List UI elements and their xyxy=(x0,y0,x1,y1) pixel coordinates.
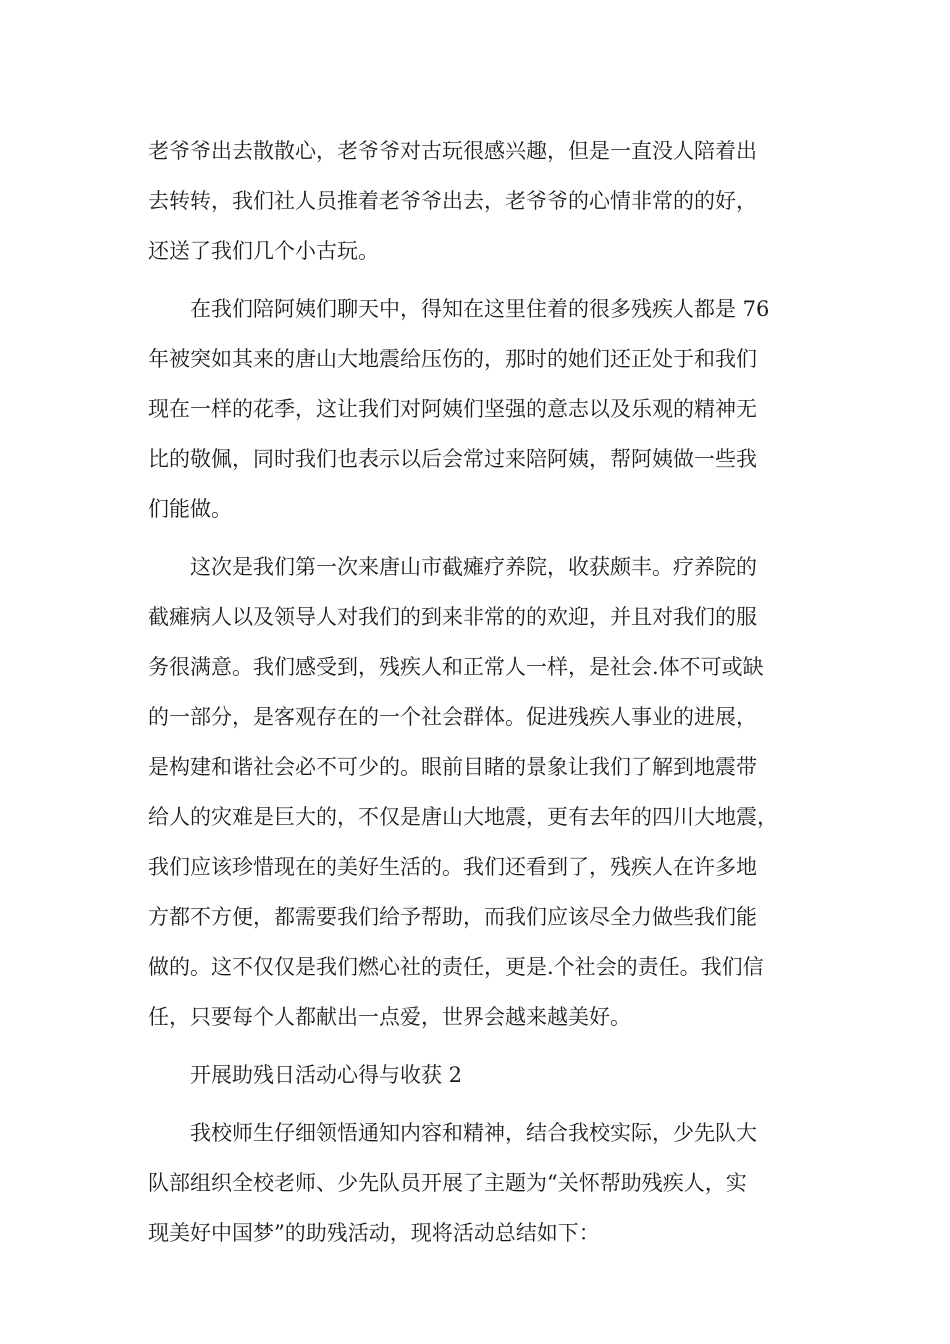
document-body xyxy=(148,126,828,1258)
section-heading xyxy=(148,1050,828,1100)
text-line: 给人的灾难是巨大的，不仅是唐山大地震，更有去年的四川大地震， xyxy=(148,805,778,829)
text-line: 老爷爷出去散散心，老爷爷对古玩很感兴趣，但是一直没人陪着出 xyxy=(148,139,757,163)
text-line: 比的敬佩，同时我们也表示以后会常过来陪阿姨，帮阿姨做一些我 xyxy=(148,447,757,471)
text-line: 务很满意。我们感受到，残疾人和正常人一样，是社会.体不可或缺 xyxy=(148,655,764,679)
heading-line: 开展助残日活动心得与收获 2 xyxy=(190,1063,463,1087)
text-line: 现美好中国梦”的助残活动，现将活动总结如下： xyxy=(148,1221,600,1245)
text-line: 截瘫病人以及领导人对我们的到来非常的的欢迎，并且对我们的服 xyxy=(148,605,757,629)
paragraph xyxy=(148,1108,828,1258)
text-line: 我们应该珍惜现在的美好生活的。我们还看到了，残疾人在许多地 xyxy=(148,855,757,879)
text-line: 任，只要每个人都献出一点爱，世界会越来越美好。 xyxy=(148,1005,631,1029)
text-line: 还送了我们几个小古玩。 xyxy=(148,239,379,263)
text-line: 我校师生仔细领悟通知内容和精神，结合我校实际，少先队大 xyxy=(190,1121,757,1145)
text-line: 现在一样的花季，这让我们对阿姨们坚强的意志以及乐观的精神无 xyxy=(148,397,757,421)
text-line: 们能做。 xyxy=(148,497,232,521)
paragraph xyxy=(148,126,828,276)
text-line: 队部组织全校老师、少先队员开展了主题为“关怀帮助残疾人，实 xyxy=(148,1171,747,1195)
text-line: 去转转，我们社人员推着老爷爷出去，老爷爷的心情非常的的好， xyxy=(148,189,757,213)
text-line: 这次是我们第一次来唐山市截瘫疗养院，收获颇丰。疗养院的 xyxy=(190,555,757,579)
paragraph xyxy=(148,284,828,534)
text-line: 的一部分，是客观存在的一个社会群体。促进残疾人事业的进展， xyxy=(148,705,757,729)
text-line: 做的。这不仅仅是我们燃心社的责任，更是.个社会的责任。我们信 xyxy=(148,955,764,979)
text-line: 年被突如其来的唐山大地震给压伤的，那时的她们还正处于和我们 xyxy=(148,347,757,371)
text-line: 在我们陪阿姨们聊天中，得知在这里住着的很多残疾人都是 76 xyxy=(190,297,770,321)
paragraph xyxy=(148,542,828,1042)
text-line: 方都不方便，都需要我们给予帮助，而我们应该尽全力做些我们能 xyxy=(148,905,757,929)
text-line: 是构建和谐社会必不可少的。眼前目睹的景象让我们了解到地震带 xyxy=(148,755,757,779)
